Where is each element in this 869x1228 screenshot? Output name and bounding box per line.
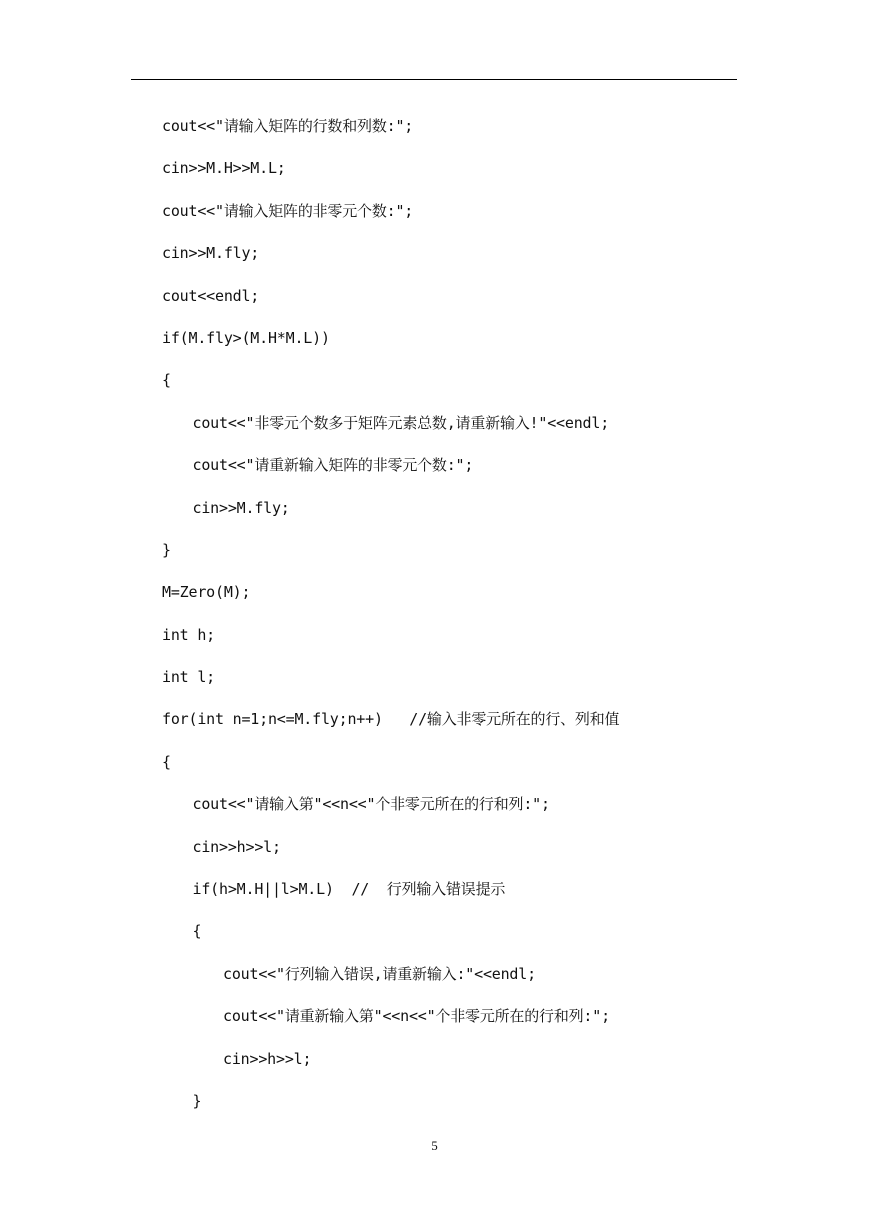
code-line: for(int n=1;n<=M.fly;n++) //输入非零元所在的行、列和值 [162, 710, 620, 729]
code-line: cout<<"请重新输入矩阵的非零元个数:"; [192, 456, 474, 475]
code-line: if(h>M.H||l>M.L) // 行列输入错误提示 [192, 880, 506, 899]
code-line: cout<<"非零元个数多于矩阵元素总数,请重新输入!"<<endl; [192, 413, 610, 432]
code-line: cout<<endl; [162, 286, 260, 305]
code-line: cin>>M.fly; [192, 498, 290, 517]
page-number: 5 [431, 1138, 438, 1153]
header-rule [131, 79, 737, 80]
code-line: M=Zero(M); [162, 583, 251, 602]
code-line: int h; [162, 625, 215, 644]
code-block [162, 112, 762, 1129]
code-line: { [162, 371, 171, 390]
code-line: cin>>h>>l; [223, 1049, 312, 1068]
code-line: cin>>M.H>>M.L; [162, 159, 286, 178]
code-line: if(M.fly>(M.H*M.L)) [162, 328, 330, 347]
code-line: } [192, 1091, 202, 1110]
code-line: { [192, 922, 202, 941]
code-line: int l; [162, 668, 215, 687]
code-line: cin>>M.fly; [162, 244, 260, 263]
code-line: cout<<"请输入矩阵的非零元个数:"; [162, 201, 414, 220]
code-line: cout<<"行列输入错误,请重新输入:"<<endl; [223, 964, 536, 983]
code-line: } [162, 540, 171, 559]
code-line: { [162, 752, 171, 771]
code-line: cin>>h>>l; [192, 837, 281, 856]
code-line: cout<<"请输入矩阵的行数和列数:"; [162, 117, 414, 135]
code-line: cout<<"请输入第"<<n<<"个非零元所在的行和列:"; [192, 795, 550, 814]
code-line: cout<<"请重新输入第"<<n<<"个非零元所在的行和列:"; [223, 1007, 610, 1026]
